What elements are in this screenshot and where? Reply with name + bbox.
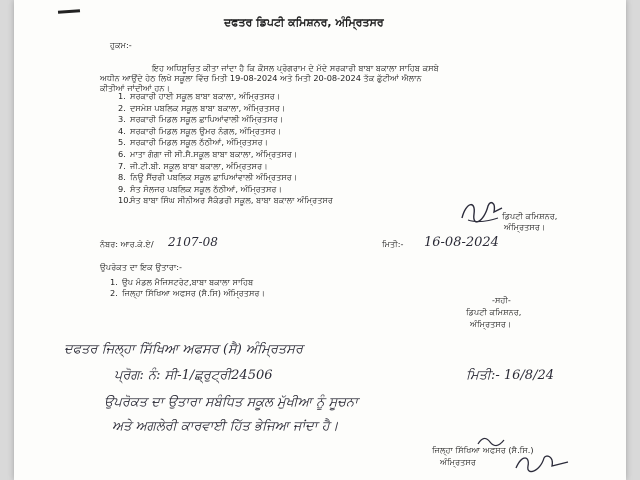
copy-to-heading: ਉਪਰੋਕਤ ਦਾ ਇਕ ਉਤਾਰਾ:- — [100, 262, 183, 272]
reference-number-value: 2107-08 — [168, 235, 218, 249]
school-list — [118, 91, 333, 207]
order-text-line-3: ਕੀਤੀਆਂ ਜਾਂਦੀਆਂ ਹਨ। — [100, 83, 171, 93]
handwritten-office-line: ਦਫਤਰ ਜਿਲ੍ਹਾ ਸਿੱਖਿਆ ਅਫਸਰ (ਸੈ) ਅੰਮ੍ਰਿਤਸਰ — [64, 342, 303, 357]
handwritten-endorsement-date: ਮਿਤੀ:- 16/8/24 — [466, 368, 554, 383]
order-text-line-2: ਅਧੀਨ ਆਉਂਦੇ ਹੇਠ ਲਿਖੇ ਸਕੂਲਾ ਵਿੱਚ ਮਿਤੀ 19-08-2024 ਅਤੇ ਮਿਤੀ 20-08-2024 ਤੱਕ ਛੁੱਟੀਆਂ ਐਲਾਨ — [100, 73, 422, 83]
list-item: 9. ਸੰਤ ਸੋਲਜਰ ਪਬਲਿਕ ਸਕੂਲ ਠੱਠੀਆਂ, ਅੰਮ੍ਰਿਤਸਰ। — [118, 183, 283, 194]
handwritten-instruction-line-1: ਉਪਰੋਕਤ ਦਾ ਉਤਾਰਾ ਸਬੰਧਿਤ ਸਕੂਲ ਮੁੱਖੀਆ ਨੂੰ ਸੂਚਨਾ — [104, 395, 358, 410]
subject-label: ਹੁਕਮ:- — [110, 40, 132, 50]
signature-scribble — [458, 198, 508, 226]
signatory-title: ਡਿਪਟੀ ਕਮਿਸ਼ਨਰ, — [502, 211, 558, 221]
signatory-title: ਡਿਪਟੀ ਕਮਿਸ਼ਨਰ, — [466, 307, 522, 317]
handwritten-endorsement-number: ਪ੍ਰੋਗ: ਨੰ: ਸੀ-1/ਛ੍ਰੁਟ੍ਰੀ24506 — [114, 368, 273, 383]
list-item: 4. ਸਰਕਾਰੀ ਮਿਡਲ ਸਕੂਲ ਉਮਰ ਨੰਗਲ, ਅੰਮ੍ਰਿਤਸਰ। — [118, 125, 282, 136]
list-item: 8. ਨਿਊ ਸੈਂਚਰੀ ਪਬਲਿਕ ਸਕੂਲ ਛਾਪਿਆਂਵਾਲੀ ਅੰਮ੍ਰਿਤਸਰ। — [118, 172, 298, 183]
list-item: 10.ਸੰਤ ਬਾਬਾ ਸਿੰਘ ਸੀਨੀਅਰ ਸੈਕੰਡਰੀ ਸਕੂਲ, ਬਾਬਾ ਬਕਾਲਾ ਅੰਮ੍ਰਿਤਸਰ — [118, 195, 334, 206]
handwritten-instruction-line-2: ਅਤੇ ਅਗਲੇਰੀ ਕਾਰਵਾਈ ਹਿੱਤ ਭੇਜਿਆ ਜਾਂਦਾ ਹੈ। — [112, 419, 339, 434]
copy-item: 2. ਜਿਲ੍ਹਾ ਸਿੱਖਿਆ ਅਫਸਰ (ਸੈ.ਸਿ) ਅੰਮ੍ਰਿਤਸਰ। — [110, 288, 266, 298]
signatory-place: ਅੰਮ੍ਰਿਤਸਰ। — [470, 319, 512, 329]
list-item: 6. ਮਾਤਾ ਗੰਗਾ ਜੀ ਸੀ.ਸੈ.ਸਕੂਲ ਬਾਬਾ ਬਕਾਲਾ, ਅੰਮ੍ਰਿਤਸਰ। — [118, 148, 298, 159]
list-item: 7. ਜੀ.ਟੀ.ਬੀ. ਸਕੂਲ ਬਾਬਾ ਬਕਾਲਾ, ਅੰਮ੍ਰਿਤਸਰ। — [118, 160, 268, 171]
list-item: 5. ਸਰਕਾਰੀ ਮਿਡਲ ਸਕੂਲ ਠੱਠੀਆਂ, ਅੰਮ੍ਰਿਤਸਰ। — [118, 137, 269, 148]
document-page — [14, 0, 626, 480]
list-item: 3. ਸਰਕਾਰੀ ਮਿਡਲ ਸਕੂਲ ਛਾਪਿਆਂਵਾਲੀ ਅੰਮ੍ਰਿਤਸਰ। — [118, 114, 284, 125]
date-value: 16-08-2024 — [424, 235, 499, 250]
date-label: ਮਿਤੀ:- — [382, 239, 404, 249]
signed-mark: -ਸਹੀ- — [492, 295, 511, 305]
signatory-place: ਅੰਮ੍ਰਿਤਸਰ। — [504, 222, 546, 232]
footer-signatory-place: ਅੰਮ੍ਰਿਤਸਰ — [440, 457, 476, 467]
list-item: 2. ਦਸਮੇਸ਼ ਪਬਲਿਕ ਸਕੂਲ ਬਾਬਾ ਬਕਾਲਾ, ਅੰਮ੍ਰਿਤਸਰ। — [118, 102, 286, 113]
footer-signatory-title: ਜਿਲ੍ਹਾ ਸਿੱਖਿਆ ਅਫਸਰ (ਸੈ.ਸਿ.) — [432, 445, 534, 455]
order-text-line-1: ਇਹ ਅਧਿਸੂਚਿਤ ਕੀਤਾ ਜਾਂਦਾ ਹੈ ਕਿ ਕੌਸਲ ਪ੍ਰੋਗਰਾਮ ਦੇ ਮੱਦੇ ਸਰਕਾਰੀ ਬਾਬਾ ਬਕਾਲਾ ਸਾਹਿਬ ਕਸਬੇ — [152, 63, 439, 73]
footer-signature-scribble — [512, 452, 572, 474]
corner-ink-mark — [58, 9, 80, 14]
list-item: 1. ਸਰਕਾਰੀ ਹਾਈ ਸਕੂਲ ਬਾਬਾ ਬਕਾਲਾ, ਅੰਮ੍ਰਿਤਸਰ। — [118, 91, 281, 101]
reference-number-label: ਨੰਬਰ: ਆਰ.ਕੇ.ਏ/ — [100, 239, 154, 249]
copy-item: 1. ਉਪ ਮੰਡਲ ਮੈਜਿਸਟਰੇਟ,ਬਾਬਾ ਬਕਾਲਾ ਸਾਹਿਬ — [110, 277, 254, 287]
letterhead: ਦਫਤਰ ਡਿਪਟੀ ਕਮਿਸ਼ਨਰ, ਅੰਮ੍ਰਿਤਸਰ — [224, 16, 384, 29]
